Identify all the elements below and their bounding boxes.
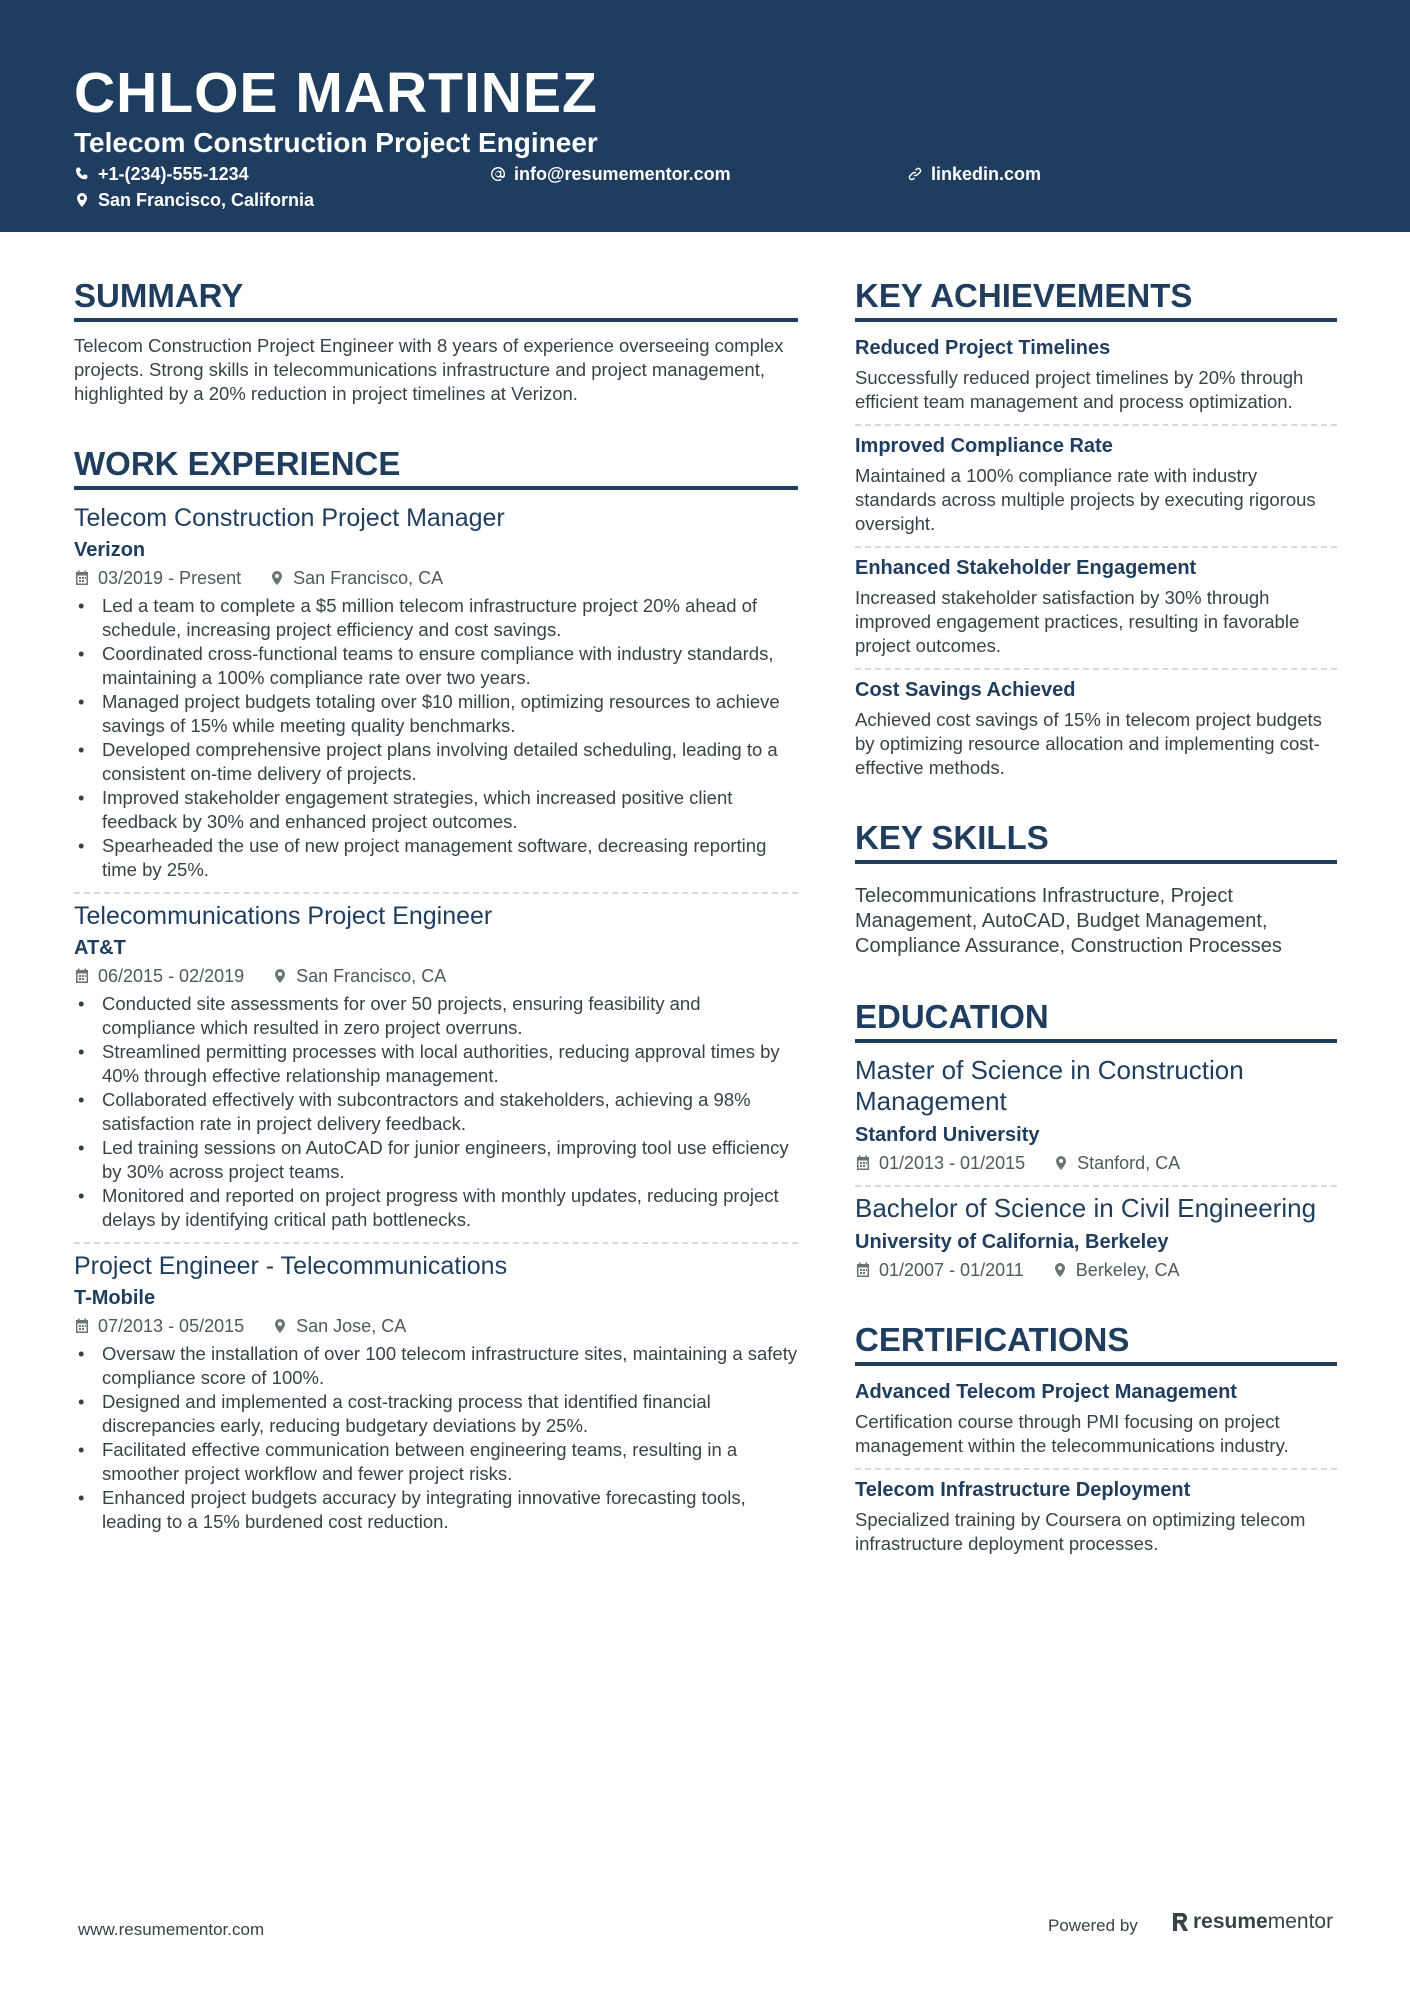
summary-text: Telecom Construction Project Engineer with 8 years of experience overseeing complex projects. Strong skills in telecommunications infrastructure and project management, highlighted by a 20% reduction in project timelines at Verizon. — [74, 335, 784, 404]
skills-text: Telecommunications Infrastructure, Project Management, AutoCAD, Budget Management, Compliance Assurance, Construction Processes — [855, 885, 1282, 957]
education-location-text: Berkeley, CA — [1075, 1260, 1180, 1280]
certification-desc: Specialized training by Coursera on optimizing telecom infrastructure deployment processes. — [855, 1509, 1306, 1554]
achievement-title: Cost Savings Achieved — [855, 679, 1076, 701]
job-location — [269, 566, 443, 590]
link-icon — [907, 166, 923, 182]
education-item — [855, 1193, 1337, 1282]
education-section — [855, 997, 1337, 1282]
achievement-title: Enhanced Stakeholder Engagement — [855, 557, 1197, 579]
entry-divider — [855, 1468, 1337, 1470]
job-bullet: • Coordinated cross-functional teams to ensure compliance with industry standards, maintaining a 100% compliance rate over two years. — [74, 642, 798, 690]
education-dates: 01/2007 - 01/2011 — [879, 1260, 1024, 1280]
education-location — [1053, 1151, 1180, 1175]
left-column — [74, 276, 798, 1572]
certification-item — [855, 1476, 1337, 1556]
summary-section — [74, 276, 798, 406]
entry-divider — [855, 1185, 1337, 1187]
achievements-section — [855, 276, 1337, 780]
linkedin-text: linkedin.com — [931, 164, 1042, 184]
certifications-heading: CERTIFICATIONS — [855, 1320, 1337, 1366]
skills-heading: KEY SKILLS — [855, 818, 1337, 864]
education-meta — [855, 1151, 1337, 1175]
job-meta — [74, 964, 798, 988]
skills-section — [855, 818, 1337, 959]
job-bullet: • Designed and implemented a cost-tracking process that identified financial discrepancies early, reducing budgetary deviations by 25%. — [74, 1390, 798, 1438]
experience-heading: WORK EXPERIENCE — [74, 444, 798, 490]
achievement-desc: Increased stakeholder satisfaction by 30% through improved engagement practices, resulting in favorable project outcomes. — [855, 587, 1300, 656]
job-dates: 07/2013 - 05/2015 — [98, 1316, 245, 1336]
job-company: T-Mobile — [74, 1287, 156, 1309]
job-location — [272, 1314, 406, 1338]
contact-linkedin[interactable] — [907, 162, 1041, 186]
calendar-icon — [74, 570, 90, 586]
entry-divider — [74, 892, 798, 894]
achievement-desc: Successfully reduced project timelines by 20% through efficient team management and process optimization. — [855, 367, 1304, 412]
calendar-icon — [855, 1155, 871, 1171]
achievement-title: Reduced Project Timelines — [855, 337, 1111, 359]
education-item — [855, 1055, 1337, 1175]
location-pin-icon — [272, 1318, 288, 1334]
job-dates: 03/2019 - Present — [98, 568, 242, 588]
contact-email[interactable] — [490, 162, 731, 186]
job-meta — [74, 566, 798, 590]
certification-desc: Certification course through PMI focusing on project management within the telecommunications industry. — [855, 1411, 1289, 1456]
location-pin-icon — [272, 968, 288, 984]
achievements-heading: KEY ACHIEVEMENTS — [855, 276, 1337, 322]
calendar-icon — [74, 1318, 90, 1334]
job-bullet: • Spearheaded the use of new project management software, decreasing reporting time by 25%. — [74, 834, 798, 882]
job-bullet: • Oversaw the installation of over 100 telecom infrastructure sites, maintaining a safety compliance score of 100%. — [74, 1342, 798, 1390]
job-location-text: San Jose, CA — [296, 1316, 407, 1336]
job-bullet: • Led a team to complete a $5 million telecom infrastructure project 20% ahead of schedule, increasing project efficiency and cost savings. — [74, 594, 798, 642]
job-bullet: • Streamlined permitting processes with local authorities, reducing approval times by 40% through effective relationship management. — [74, 1040, 798, 1088]
entry-divider — [855, 424, 1337, 426]
experience-section — [74, 444, 798, 1534]
right-column — [855, 276, 1337, 1594]
education-location-text: Stanford, CA — [1077, 1153, 1181, 1173]
job-entry — [74, 900, 798, 1232]
job-entry — [74, 502, 798, 882]
job-entry — [74, 1250, 798, 1534]
at-icon — [490, 166, 506, 182]
candidate-name: CHLOE MARTINEZ — [74, 61, 598, 125]
job-title: Project Engineer - Telecommunications — [74, 1252, 508, 1280]
job-title: Telecom Construction Project Manager — [74, 504, 505, 532]
education-degree: Master of Science in Construction Management — [855, 1055, 1244, 1116]
entry-divider — [855, 668, 1337, 670]
contact-phone[interactable] — [74, 162, 249, 186]
job-location — [272, 964, 446, 988]
achievement-item — [855, 334, 1337, 414]
achievement-item — [855, 432, 1337, 536]
job-bullets — [74, 594, 798, 882]
certifications-section — [855, 1320, 1337, 1556]
location-pin-icon — [74, 192, 90, 208]
education-meta — [855, 1258, 1337, 1282]
summary-heading: SUMMARY — [74, 276, 798, 322]
calendar-icon — [74, 968, 90, 984]
phone-text: +1-(234)-555-1234 — [98, 164, 249, 184]
education-dates: 01/2013 - 01/2015 — [879, 1153, 1026, 1173]
location-text: San Francisco, California — [98, 190, 315, 210]
achievement-desc: Maintained a 100% compliance rate with industry standards across multiple projects by executing rigorous oversight. — [855, 465, 1316, 534]
job-company: Verizon — [74, 539, 146, 561]
brand-light-text: mentor — [1267, 1910, 1334, 1933]
achievement-item — [855, 554, 1337, 658]
location-pin-icon — [1053, 1155, 1069, 1171]
job-bullet: • Improved stakeholder engagement strategies, which increased positive client feedback by 30% and enhanced project outcomes. — [74, 786, 798, 834]
job-bullet: • Monitored and reported on project progress with monthly updates, reducing project delays by identifying critical path bottlenecks. — [74, 1184, 798, 1232]
job-bullet: • Developed comprehensive project plans involving detailed scheduling, leading to a consistent on-time delivery of projects. — [74, 738, 798, 786]
calendar-icon — [855, 1262, 871, 1278]
candidate-role: Telecom Construction Project Engineer — [74, 127, 598, 158]
job-bullet: • Managed project budgets totaling over $10 million, optimizing resources to achieve savings of 15% while meeting quality benchmarks. — [74, 690, 798, 738]
job-bullet: • Facilitated effective communication between engineering teams, resulting in a smoother project workflow and fewer project risks. — [74, 1438, 798, 1486]
education-degree: Bachelor of Science in Civil Engineering — [855, 1193, 1317, 1223]
brand-logo[interactable] — [1170, 1910, 1333, 1934]
education-heading: EDUCATION — [855, 997, 1337, 1043]
job-bullet: • Led training sessions on AutoCAD for junior engineers, improving tool use efficiency by 30% across project teams. — [74, 1136, 798, 1184]
job-meta — [74, 1314, 798, 1338]
certification-item — [855, 1378, 1337, 1458]
certification-title: Advanced Telecom Project Management — [855, 1381, 1237, 1403]
phone-icon — [74, 166, 90, 182]
location-pin-icon — [1052, 1262, 1068, 1278]
brand-bold-text: resume — [1193, 1910, 1268, 1933]
job-bullets — [74, 1342, 798, 1534]
education-school: University of California, Berkeley — [855, 1231, 1169, 1253]
job-bullet: • Conducted site assessments for over 50 projects, ensuring feasibility and compliance which resulted in zero project overruns. — [74, 992, 798, 1040]
job-location-text: San Francisco, CA — [293, 568, 444, 588]
powered-by-label: Powered by — [1048, 1916, 1138, 1935]
job-dates: 06/2015 - 02/2019 — [98, 966, 245, 986]
footer-website-link[interactable]: www.resumementor.com — [78, 1920, 265, 1939]
job-bullet: • Enhanced project budgets accuracy by integrating innovative forecasting tools, leading to a 15% burdened cost reduction. — [74, 1486, 798, 1534]
education-school: Stanford University — [855, 1124, 1040, 1146]
achievement-title: Improved Compliance Rate — [855, 435, 1113, 457]
certification-title: Telecom Infrastructure Deployment — [855, 1479, 1191, 1501]
job-title: Telecommunications Project Engineer — [74, 902, 493, 930]
contact-location — [74, 188, 314, 212]
entry-divider — [74, 1242, 798, 1244]
job-bullets — [74, 992, 798, 1232]
achievement-item — [855, 676, 1337, 780]
job-bullet: • Collaborated effectively with subcontractors and stakeholders, achieving a 98% satisfaction rate in project delivery feedback. — [74, 1088, 798, 1136]
education-location — [1052, 1258, 1180, 1282]
achievement-desc: Achieved cost savings of 15% in telecom project budgets by optimizing resource allocation and implementing cost-effective methods. — [855, 709, 1322, 778]
job-company: AT&T — [74, 937, 126, 959]
resumementor-logo-icon — [1170, 1911, 1190, 1933]
entry-divider — [855, 546, 1337, 548]
job-location-text: San Francisco, CA — [296, 966, 447, 986]
email-text: info@resumementor.com — [514, 164, 731, 184]
resume-header — [0, 0, 1410, 232]
location-pin-icon — [269, 570, 285, 586]
